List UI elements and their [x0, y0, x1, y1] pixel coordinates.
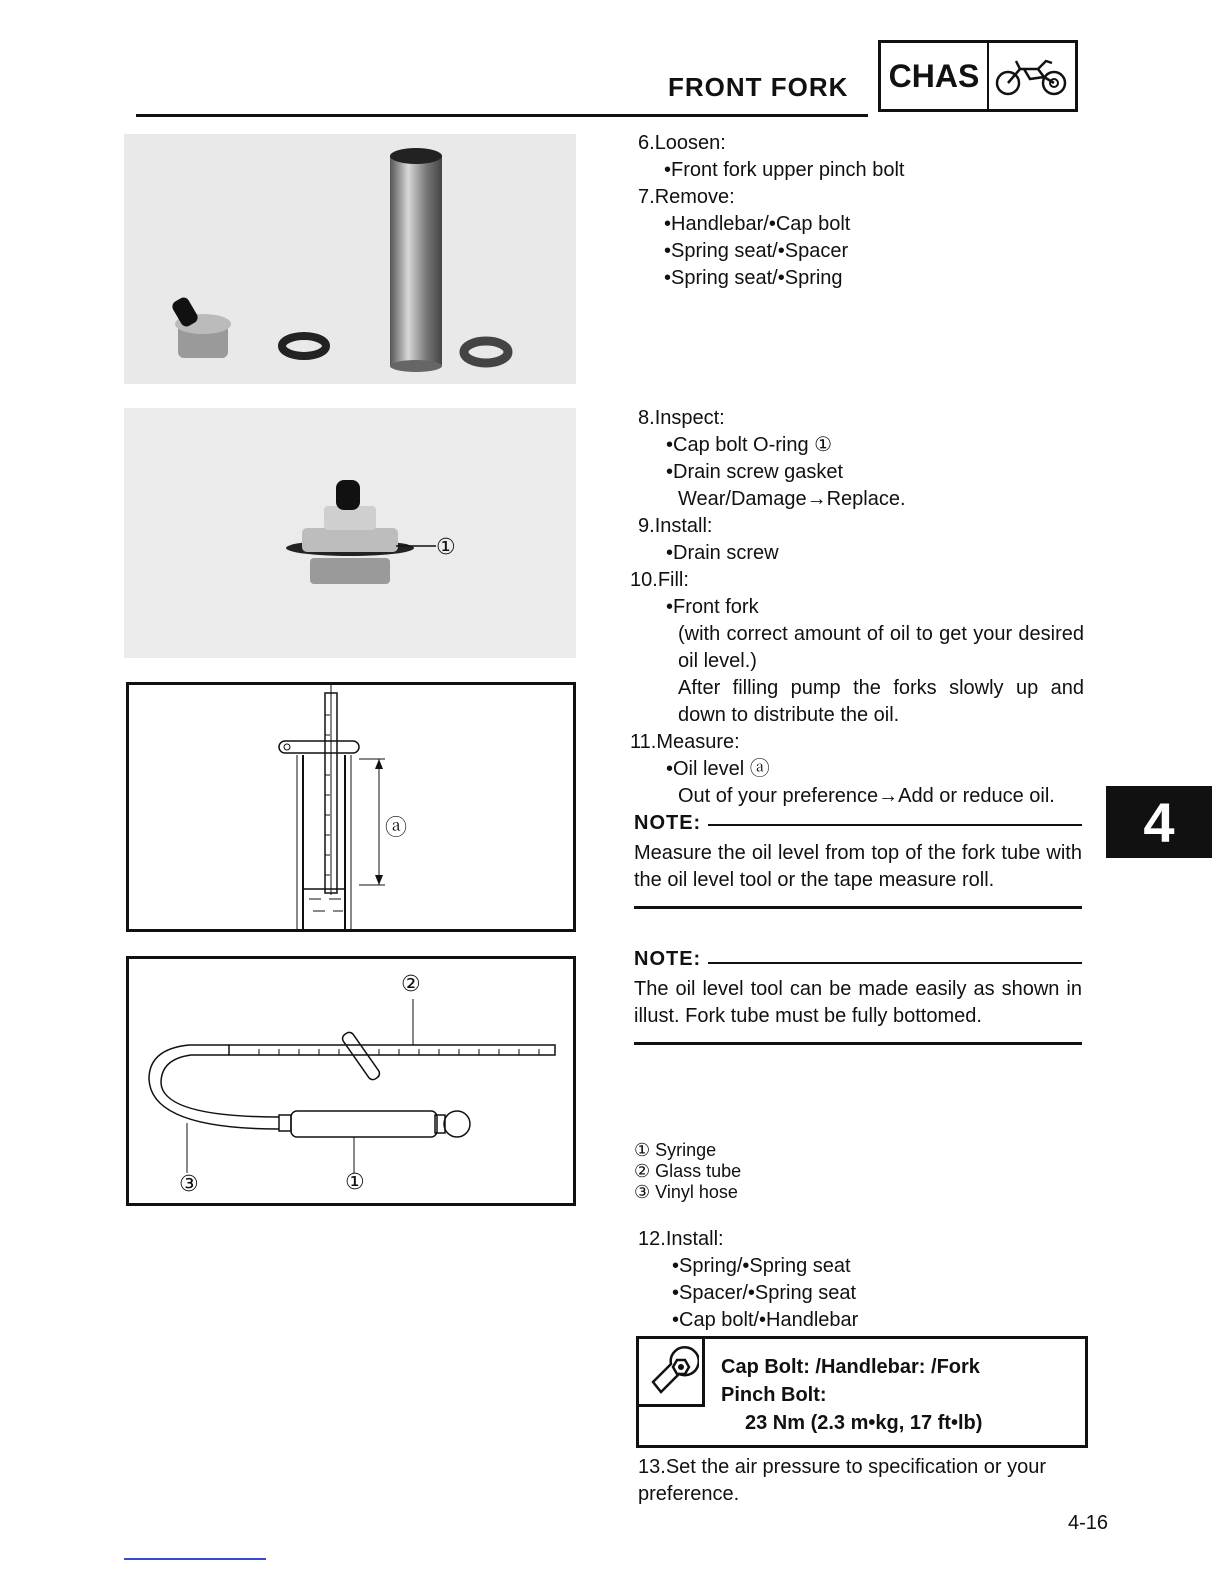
note-2-rule-top [708, 962, 1082, 964]
note-1-label: NOTE: [634, 812, 702, 834]
torque-spec-text: Cap Bolt: /Handlebar: /Fork Pinch Bolt: 23 Nm (2.3 m•kg, 17 ft•lb) [721, 1353, 982, 1437]
chapter-tab: 4 [1106, 786, 1212, 858]
callout-1: ① [436, 534, 456, 559]
callout-2: ② [401, 971, 421, 996]
step-7: 7.Remove: •Handlebar/•Cap bolt •Spring seat/•Spacer •Spring seat/•Spring [638, 186, 851, 289]
torque-spec-box [636, 1336, 1088, 1448]
step-10: 10.Fill: •Front fork (with correct amount of oil to get your desired oil level.) After filling pump the forks slowly up and down to distribute the oil. [630, 569, 1084, 726]
step-6: 6.Loosen: •Front fork upper pinch bolt [638, 132, 905, 181]
figure-legend [634, 1140, 741, 1203]
section-badge [878, 40, 1078, 112]
note-2-rule-bottom [634, 1042, 1082, 1045]
note-1-rule-bottom [634, 906, 1082, 909]
figure-oil-level [126, 682, 576, 932]
step-13: 13.Set the air pressure to specification or your preference. [638, 1456, 1046, 1505]
note-1-rule-top [708, 824, 1082, 826]
legend-item: ③ Vinyl hose [634, 1182, 738, 1202]
note-2-label: NOTE: [634, 948, 702, 970]
page-number: 4-16 [1068, 1512, 1109, 1534]
note-2-text: The oil level tool can be made easily as shown in illust. Fork tube must be fully bottomed. [634, 978, 1082, 1027]
motorcycle-icon [989, 43, 1075, 109]
page-title: FRONT FORK [668, 72, 849, 102]
photo-cap-bolt [124, 408, 576, 658]
callout-3: ③ [179, 1171, 199, 1196]
torque-value: 23 Nm (2.3 m•kg, 17 ft•lb) [745, 1412, 983, 1434]
callout-1b: ① [345, 1169, 365, 1194]
step-12: 12.Install: •Spring/•Spring seat •Spacer/•Spring seat •Cap bolt/•Handlebar [638, 1228, 859, 1331]
legend-item: ① Syringe [634, 1140, 717, 1160]
note-1-text: Measure the oil level from top of the fork tube with the oil level tool or the tape measure roll. [634, 842, 1082, 891]
bottom-rule [124, 1558, 266, 1560]
steps-6-7 [638, 130, 1098, 292]
torque-wrench-icon [639, 1339, 705, 1407]
section-code: CHAS [881, 43, 989, 109]
step-8: 8.Inspect: •Cap bolt O-ring ① •Drain screw gasket Wear/Damage→Replace. [638, 407, 906, 510]
photo-fork-parts [124, 134, 576, 384]
header-rule [136, 114, 868, 117]
figure-oil-level-tool [126, 956, 576, 1206]
step-11: 11.Measure: •Oil level ⓐ Out of your preference→Add or reduce oil. [630, 731, 1055, 807]
steps-8-11 [630, 405, 1084, 810]
step-9: 9.Install: •Drain screw [638, 515, 779, 564]
legend-item: ② Glass tube [634, 1161, 742, 1181]
callout-a: ⓐ [385, 815, 408, 840]
